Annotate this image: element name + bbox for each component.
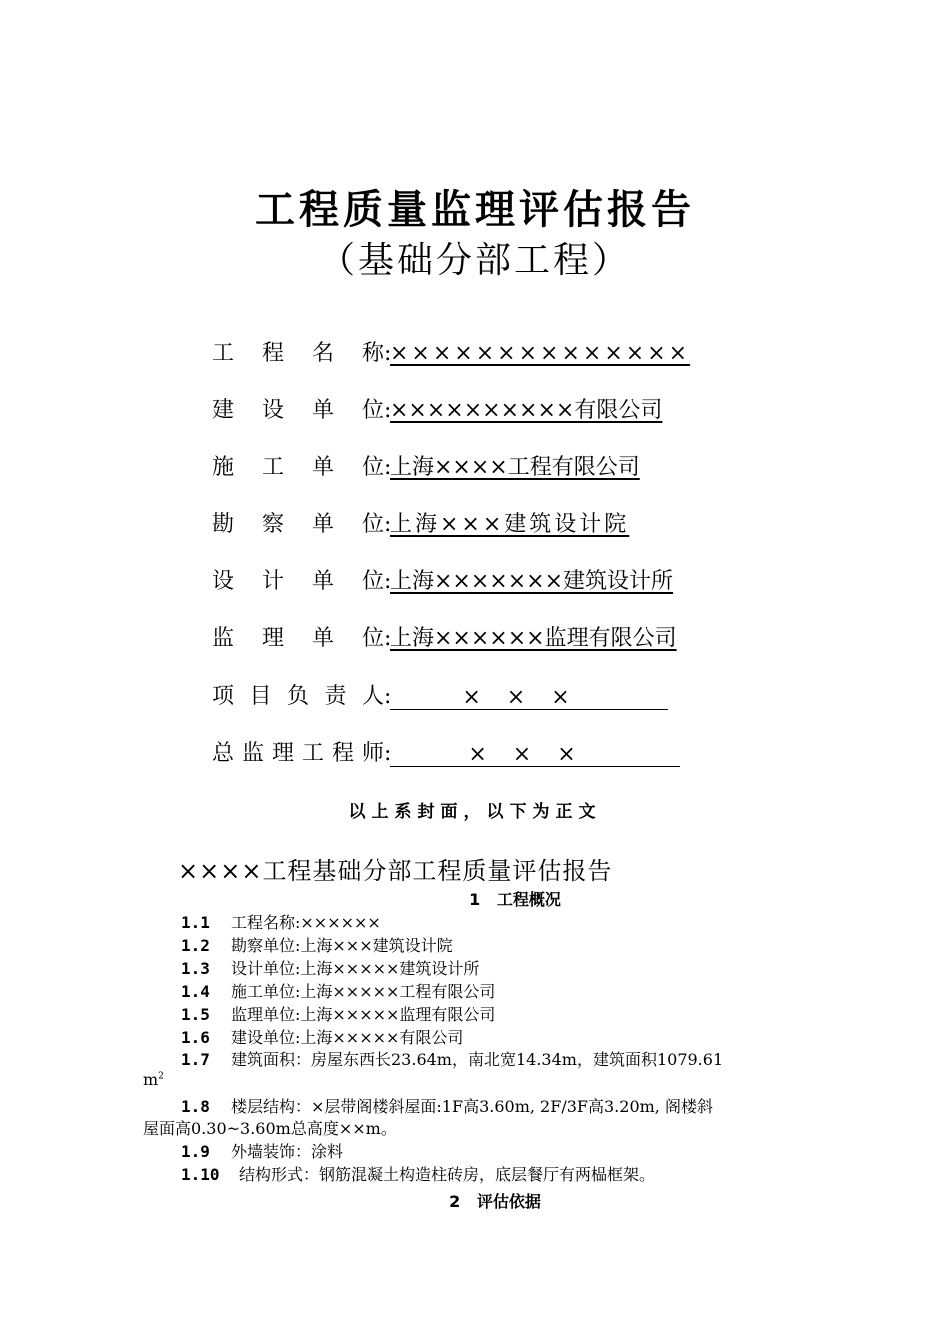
- section-number: 2: [449, 1192, 461, 1211]
- field-value: 上海×××建筑设计院: [390, 512, 630, 537]
- list-item: 1.10 结构形式：钢筋混凝土构造柱砖房，底层餐厅有两榀框架。: [181, 1165, 656, 1184]
- cover-title: 工程质量监理评估报告: [255, 187, 695, 233]
- list-item: 1.1 工程名称:××××××: [181, 913, 381, 932]
- field-value: ×××: [390, 742, 680, 767]
- field-label: 施工单位: [212, 455, 384, 480]
- field-survey-unit: 勘察单位:上海×××建筑设计院: [212, 507, 629, 538]
- section-title: 评估依据: [476, 1192, 541, 1211]
- field-design-unit: 设计单位:上海×××××××建筑设计所: [212, 564, 673, 595]
- field-label: 工程名称: [212, 341, 384, 366]
- field-value: ××××××××××有限公司: [390, 398, 663, 423]
- field-label: 总监理工程师: [212, 741, 384, 766]
- list-item: 1.4 施工单位:上海×××××工程有限公司: [181, 982, 496, 1001]
- section-title: 工程概况: [496, 890, 561, 909]
- field-value: 上海××××工程有限公司: [390, 455, 640, 480]
- field-value: ××××××××××××××: [390, 341, 691, 366]
- field-project-leader: 项目负责人: ×××: [212, 679, 668, 710]
- field-label: 监理单位: [212, 626, 384, 651]
- list-item: 1.6 建设单位:上海×××××有限公司: [181, 1028, 464, 1047]
- field-project-name: 工程名称:××××××××××××××: [212, 336, 690, 367]
- list-item: 1.7 建筑面积：房屋东西长23.64m，南北宽14.34m，建筑面积1079.61: [181, 1050, 724, 1069]
- cover-note: 以上系封面，以下为正文: [348, 802, 602, 822]
- field-supervision-unit: 监理单位:上海××××××监理有限公司: [212, 621, 677, 652]
- list-item-continuation: $m^2$: [143, 1070, 164, 1089]
- field-value: ×××: [390, 685, 668, 710]
- field-label: 项目负责人: [212, 684, 384, 709]
- field-chief-supervisor: 总监理工程师: ×××: [212, 736, 680, 767]
- cover-subtitle: （基础分部工程）: [318, 240, 631, 281]
- field-label: 设计单位: [212, 569, 384, 594]
- field-value: 上海××××××监理有限公司: [390, 626, 677, 651]
- list-item: 1.2 勘察单位:上海×××建筑设计院: [181, 936, 453, 955]
- list-item-continuation: 屋面高0.30~3.60m总高度××m。: [143, 1119, 397, 1138]
- field-label: 建设单位: [212, 398, 384, 423]
- section-heading-1: [0, 887, 950, 910]
- report-title: ××××工程基础分部工程质量评估报告: [178, 857, 613, 885]
- list-item: 1.5 监理单位:上海×××××监理有限公司: [181, 1005, 496, 1024]
- list-item: 1.8 楼层结构：×层带阁楼斜屋面:1F高3.60m, 2F/3F高3.20m, 阁楼斜: [181, 1097, 713, 1116]
- list-item: 1.9 外墙装饰：涂料: [181, 1142, 344, 1161]
- section-heading-2: [0, 1189, 950, 1212]
- field-label: 勘察单位: [212, 512, 384, 537]
- section-number: 1: [469, 890, 481, 909]
- list-item: 1.3 设计单位:上海×××××建筑设计所: [181, 959, 480, 978]
- field-owner: 建设单位:××××××××××有限公司: [212, 393, 662, 424]
- field-value: 上海×××××××建筑设计所: [390, 569, 674, 594]
- field-contractor: 施工单位:上海××××工程有限公司: [212, 450, 640, 481]
